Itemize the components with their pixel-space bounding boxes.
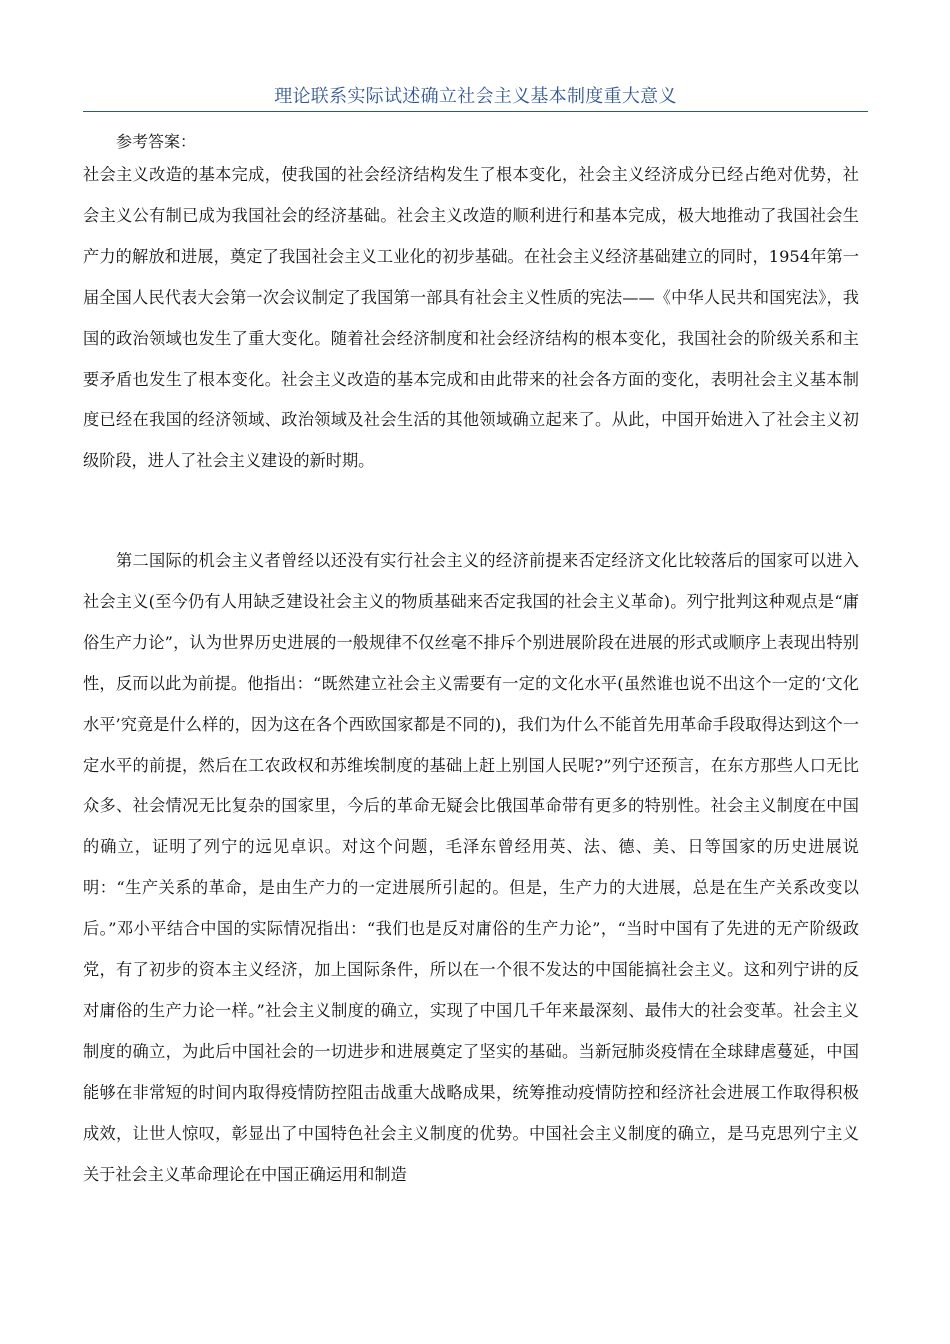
page-title: 理论联系实际试述确立社会主义基本制度重大意义 [274, 86, 677, 107]
answer-label: 参考答案： [116, 132, 197, 151]
paragraph-1: 社会主义改造的基本完成，使我国的社会经济结构发生了根本变化，社会主义经济成分已经占绝对优势，社会主义公有制已成为我国社会的经济基础。社会主义改造的顺利进行和基本完成，极大地推动了我国社会生产力的解放和进展，奠定了我国社会主义工业化的初步基础。在社会主义经济基础建立的同时，1954年第一届全国人民代表大会第一次会议制定了我国第一部具有社会主义性质的宪法——《中华人民共和国宪法》，我国的政治领域也发生了重大变化。随着社会经济制度和社会经济结构的根本变化，我国社会的阶级关系和主要矛盾也发生了根本变化。社会主义改造的基本完成和由此带来的社会各方面的变化，表明社会主义基本制度已经在我国的经济领域、政治领域及社会生活的其他领域确立起来了。从此，中国开始进入了社会主义初级阶段，进人了社会主义建设的新时期。 [83, 165, 859, 471]
header-divider [83, 111, 868, 112]
paragraph-2: 第二国际的机会主义者曾经以还没有实行社会主义的经济前提来否定经济文化比较落后的国家可以进入社会主义(至今仍有人用缺乏建设社会主义的物质基础来否定我国的社会主义革命)。列宁批判这种观点是“庸俗生产力论”，认为世界历史进展的一般规律不仅丝毫不排斥个别进展阶段在进展的形式或顺序上表现出特别性，反而以此为前提。他指出：“既然建立社会主义需要有一定的文化水平(虽然谁也说不出这个一定的‘文化水平’究竟是什么样的，因为这在各个西欧国家都是不同的)，我们为什么不能首先用革命手段取得达到这个一定水平的前提，然后在工农政权和苏维埃制度的基础上赶上别国人民呢?”列宁还预言，在东方那些人口无比众多、社会情况无比复杂的国家里，今后的革命无疑会比俄国革命带有更多的特别性。社会主义制度在中国的确立，证明了列宁的远见卓识。对这个问题，毛泽东曾经用英、法、德、美、日等国家的历史进展说明：“生产关系的革命，是由生产力的一定进展所引起的。但是，生产力的大进展，总是在生产关系改变以后。”邓小平结合中国的实际情况指出：“我们也是反对庸俗的生产力论”，“当时中国有了先进的无产阶级政党，有了初步的资本主义经济，加上国际条件，所以在一个很不发达的中国能搞社会主义。这和列宁讲的反对庸俗的生产力论一样。”社会主义制度的确立，实现了中国几千年来最深刻、最伟大的社会变革。社会主义制度的确立，为此后中国社会的一切进步和进展奠定了坚实的基础。当新冠肺炎疫情在全球肆虐蔓延，中国能够在非常短的时间内取得疫情防控阻击战重大战略成果，统筹推动疫情防控和经济社会进展工作取得积极成效，让世人惊叹，彰显出了中国特色社会主义制度的优势。中国社会主义制度的确立，是马克思列宁主义关于社会主义革命理论在中国正确运用和制造 [83, 551, 859, 1184]
